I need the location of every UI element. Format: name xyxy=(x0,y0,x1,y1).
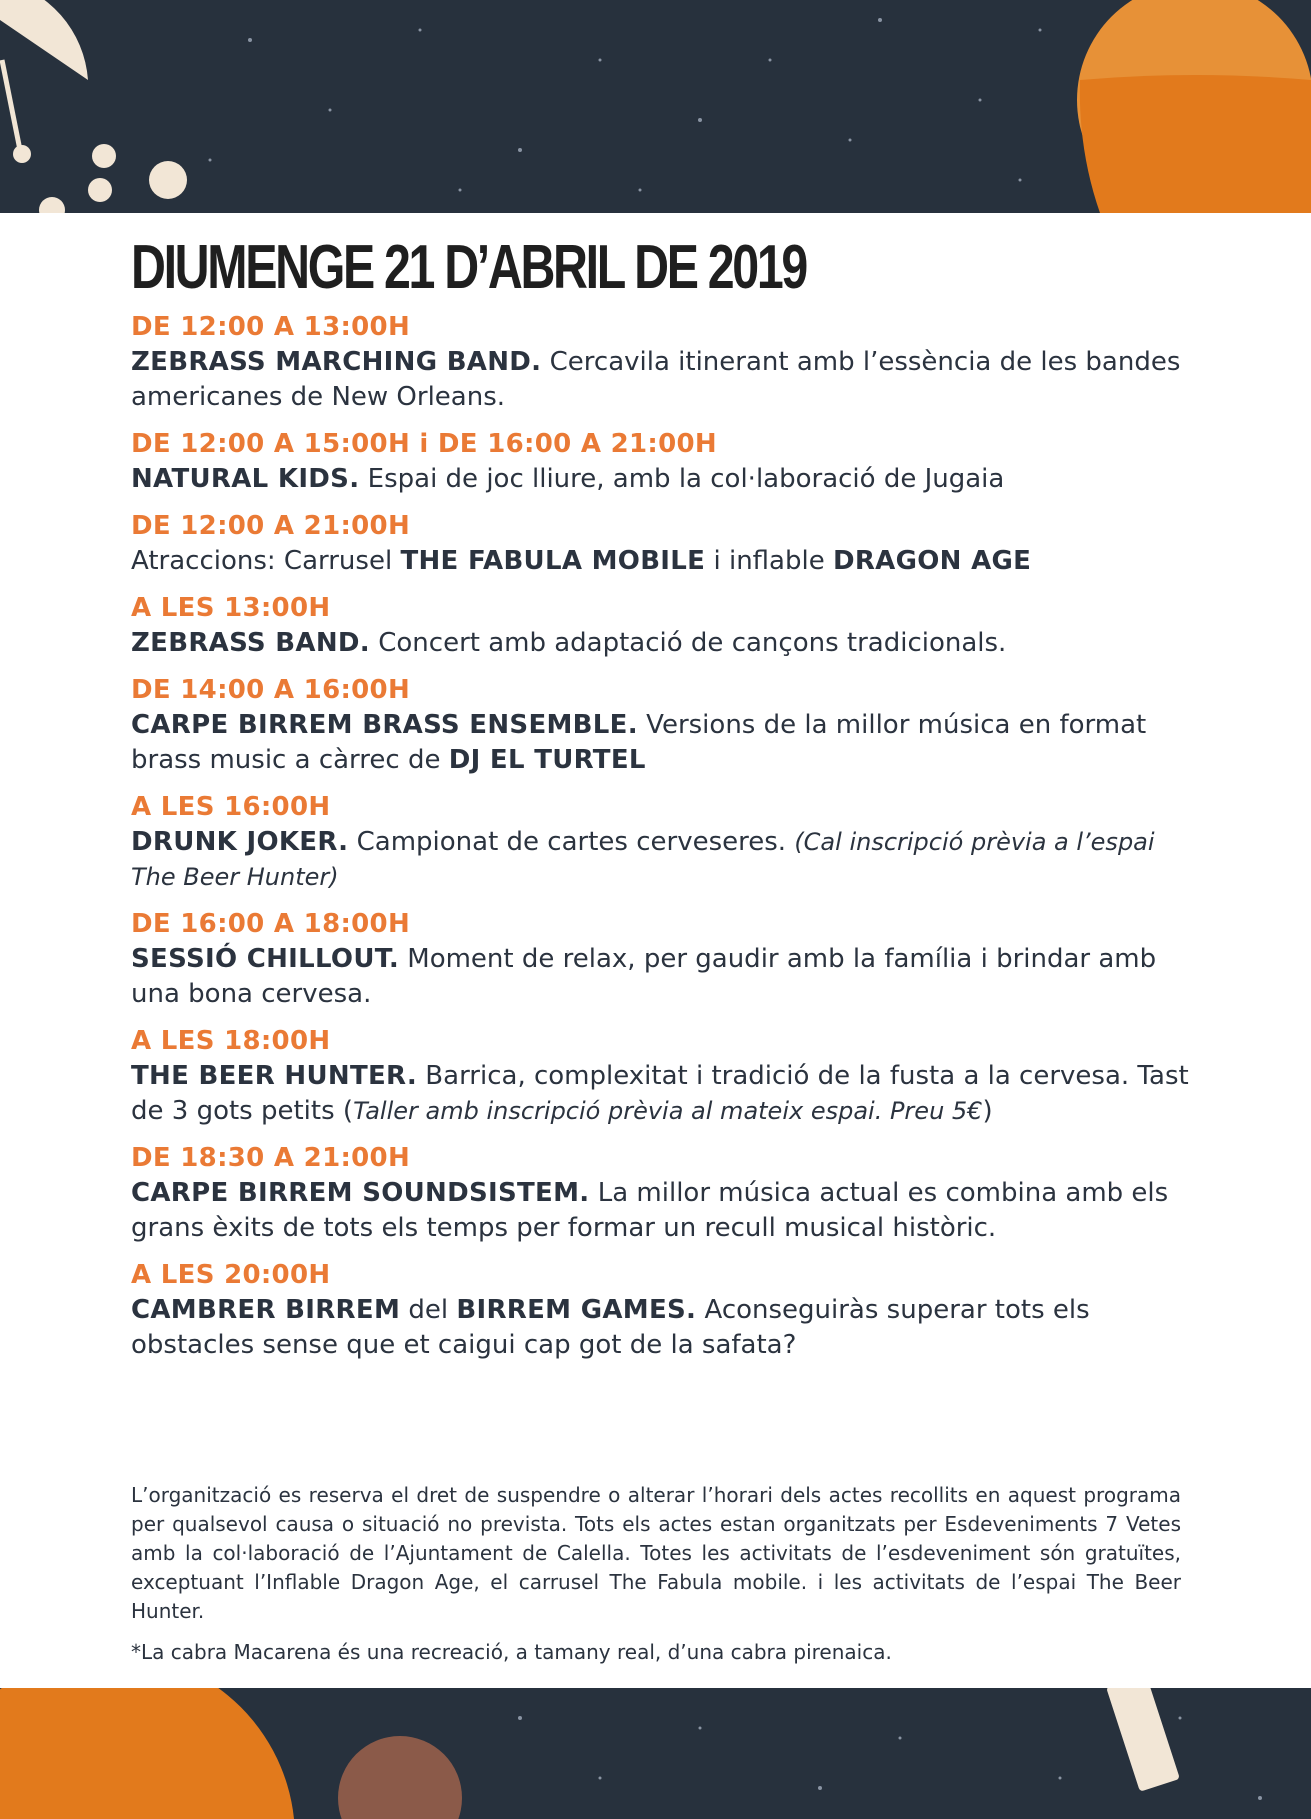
footnote-text: *La cabra Macarena és una recreació, a tamany real, d’una cabra pirenaica. xyxy=(131,1640,892,1664)
event-description xyxy=(131,942,1191,1012)
fan-icon xyxy=(0,0,88,163)
event-description xyxy=(131,708,1191,778)
event-text: Moment de relax, per gaudir amb la família i brindar amb una bona cervesa. xyxy=(131,944,1157,1009)
event-highlight: BIRREM GAMES. xyxy=(456,1295,697,1325)
event-description xyxy=(131,345,1191,415)
event-text: Barrica, complexitat i tradició de la fusta a la cervesa. Tast de 3 gots petits ( xyxy=(131,1061,1189,1126)
event-highlight: ZEBRASS MARCHING BAND. xyxy=(131,347,542,377)
hop-icon xyxy=(39,144,187,213)
bottom-illustration xyxy=(0,1688,1311,1819)
event-time: DE 12:00 A 13:00H xyxy=(131,312,411,342)
event-highlight: THE BEER HUNTER. xyxy=(131,1061,418,1091)
event-highlight: CARPE BIRREM SOUNDSISTEM. xyxy=(131,1178,590,1208)
biscuit-icon xyxy=(1106,1688,1180,1792)
event-text: Versions de la millor música en format brass music a càrrec de xyxy=(131,710,1147,775)
event-highlight: SESSIÓ CHILLOUT. xyxy=(131,944,399,974)
event-note: (Cal inscripció prèvia a l’espai The Beer Hunter) xyxy=(131,828,1155,891)
event-text: Concert amb adaptació de cançons tradicionals. xyxy=(369,628,1007,658)
event-time: DE 14:00 A 16:00H xyxy=(131,675,411,705)
beer-planet-icon xyxy=(0,1688,462,1819)
event-text: Campionat de cartes cerveseres. xyxy=(348,827,795,857)
event-text: Cercavila itinerant amb l’essència de les bandes americanes de New Orleans. xyxy=(131,347,1181,412)
event-time: A LES 18:00H xyxy=(131,1026,331,1056)
event-highlight: NATURAL KIDS. xyxy=(131,464,360,494)
top-decorative-band xyxy=(0,0,1311,213)
event-description xyxy=(131,825,1191,895)
event-description xyxy=(131,1176,1191,1246)
stars xyxy=(209,18,1042,192)
disclaimer-text: L’organització es reserva el dret de suspendre o alterar l’horari dels actes recollits en aquest programa per qualsevol causa o situació no prevista. Tots els actes estan organitzats per Esdeveniments 7 Vetes amb la col·laboració de l’Ajuntament de Calella. Totes les activitats de l’esdeveniment són gratuïtes, exceptuant l’Inflable Dragon Age, el carrusel The Fabula mobile. i les activitats de l’espai The Beer Hunter. xyxy=(131,1483,1181,1623)
event-time: DE 12:00 A 15:00H i DE 16:00 A 21:00H xyxy=(131,429,717,459)
event-item xyxy=(131,790,1191,895)
page-title: DIUMENGE 21 D’ABRIL DE 2019 xyxy=(131,233,806,302)
event-highlight: CARPE BIRREM BRASS ENSEMBLE. xyxy=(131,710,638,740)
event-list xyxy=(131,310,1191,1363)
event-text: Atraccions: Carrusel xyxy=(131,546,401,576)
event-time: A LES 13:00H xyxy=(131,593,331,623)
event-item xyxy=(131,591,1191,661)
event-item xyxy=(131,1141,1191,1246)
event-time: DE 16:00 A 18:00H xyxy=(131,909,411,939)
event-time: A LES 20:00H xyxy=(131,1260,331,1290)
event-highlight: THE FABULA MOBILE xyxy=(400,546,706,576)
event-note: Taller amb inscripció prèvia al mateix espai. Preu 5€ xyxy=(353,1097,983,1125)
event-item xyxy=(131,673,1191,778)
event-highlight: ZEBRASS BAND. xyxy=(131,628,370,658)
event-highlight: CAMBRER BIRREM xyxy=(131,1295,401,1325)
event-item xyxy=(131,509,1191,579)
event-description xyxy=(131,1059,1191,1129)
event-description xyxy=(131,462,1191,497)
event-text: Aconseguiràs superar tots els obstacles sense que et caigui cap got de la safata? xyxy=(131,1295,1090,1360)
event-text: Espai de joc lliure, amb la col·laboració de Jugaia xyxy=(359,464,1005,494)
event-item xyxy=(131,1024,1191,1129)
event-time: A LES 16:00H xyxy=(131,792,331,822)
event-text: i inflable xyxy=(705,546,833,576)
event-description xyxy=(131,544,1191,579)
program-content xyxy=(131,232,1191,1375)
event-description xyxy=(131,626,1191,661)
event-text: del xyxy=(400,1295,457,1325)
event-highlight: DRUNK JOKER. xyxy=(131,827,349,857)
beer-planet-icon xyxy=(1077,0,1311,213)
event-description xyxy=(131,1293,1191,1363)
bottom-decorative-band xyxy=(0,1688,1311,1819)
event-text: La millor música actual es combina amb els grans èxits de tots els temps per formar un recull musical històric. xyxy=(131,1178,1169,1243)
event-time: DE 18:30 A 21:00H xyxy=(131,1143,411,1173)
event-text: ) xyxy=(982,1096,993,1126)
top-illustration xyxy=(0,0,1311,213)
event-item xyxy=(131,907,1191,1012)
event-item xyxy=(131,1258,1191,1363)
event-item xyxy=(131,310,1191,415)
event-time: DE 12:00 A 21:00H xyxy=(131,511,411,541)
event-highlight: DRAGON AGE xyxy=(832,546,1032,576)
event-item xyxy=(131,427,1191,497)
event-highlight: DJ EL TURTEL xyxy=(448,745,646,775)
